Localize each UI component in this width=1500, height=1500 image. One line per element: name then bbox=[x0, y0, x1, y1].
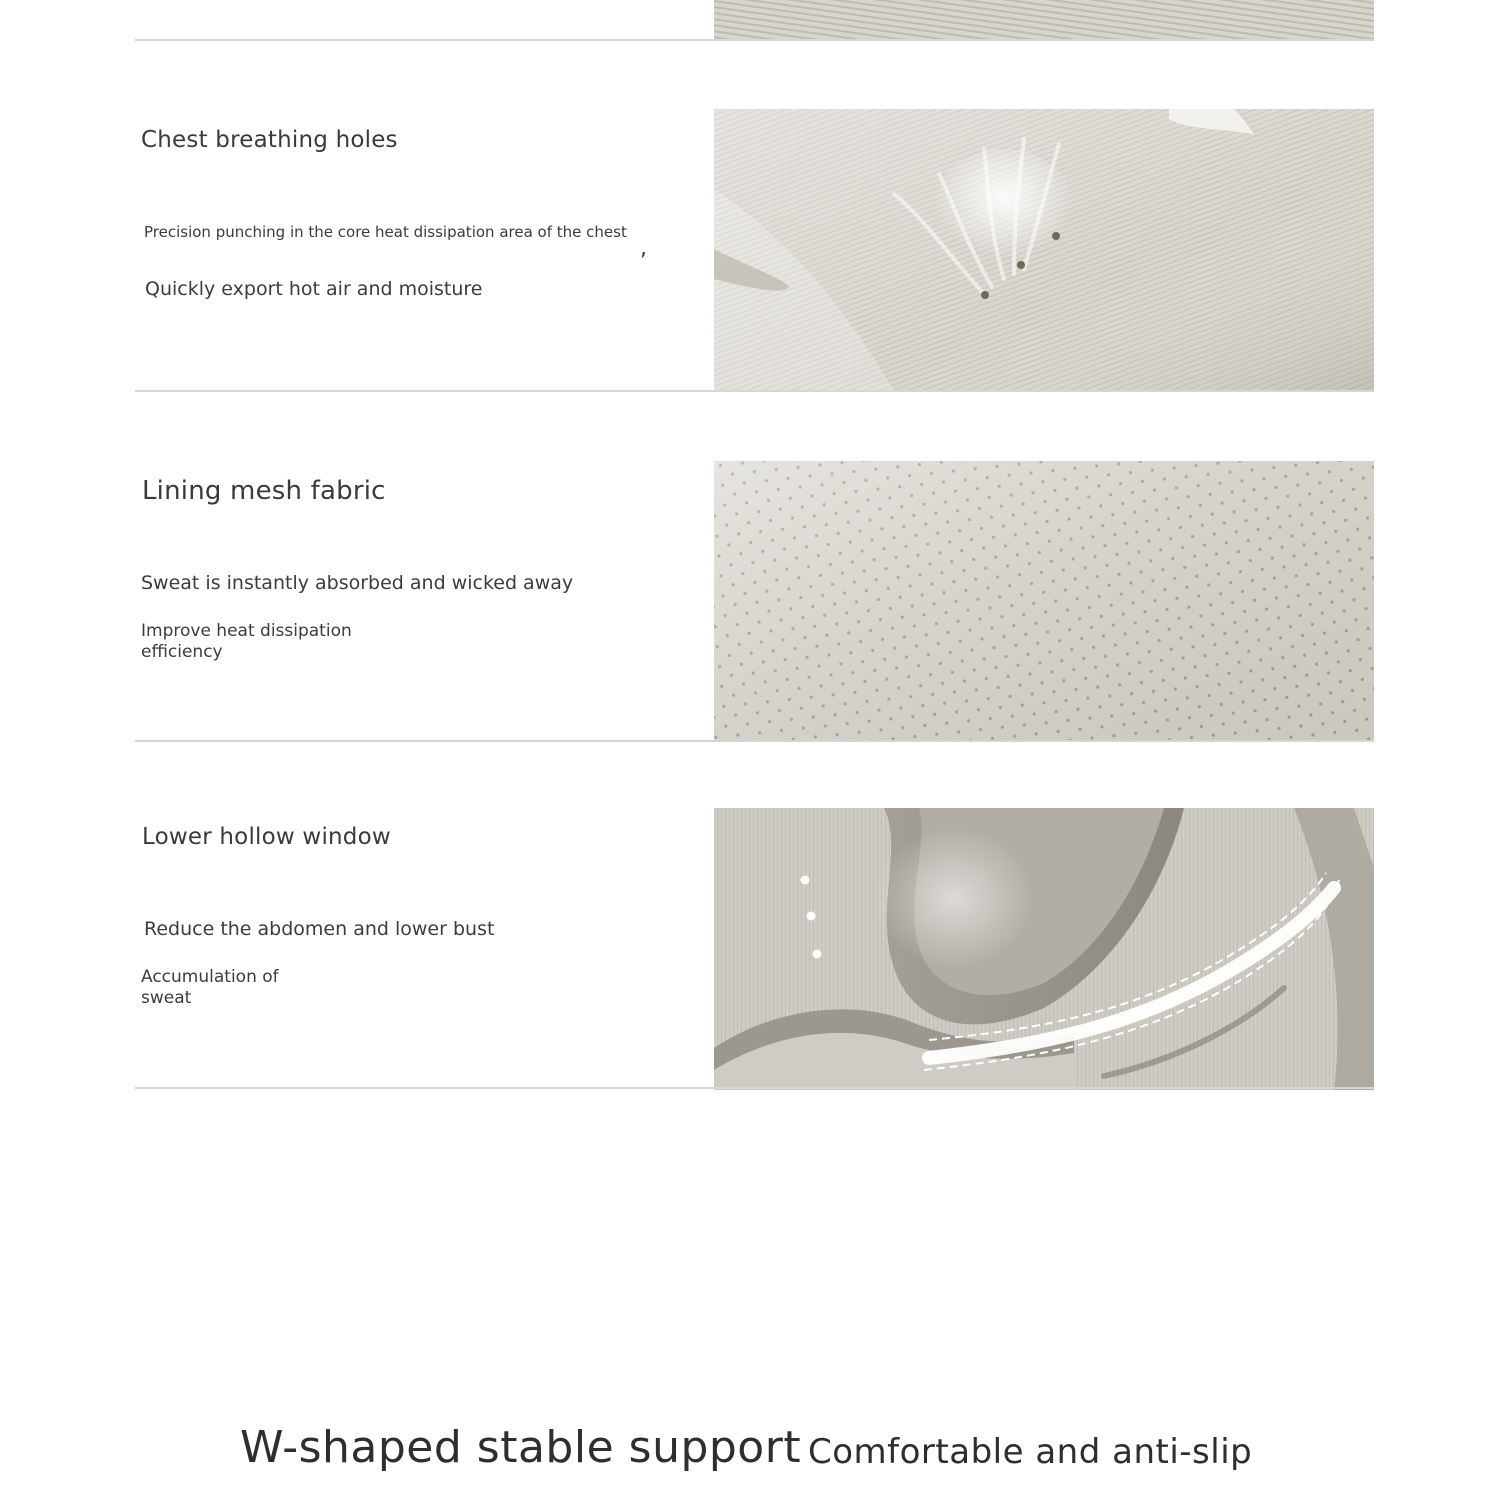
section-line-heat-dissipation: Improve heat dissipation efficiency bbox=[141, 621, 352, 662]
divider-2 bbox=[135, 390, 1374, 392]
fabric-photo-top bbox=[714, 0, 1374, 40]
hollow-window-photo bbox=[714, 808, 1374, 1090]
section-line-sweat-absorbed: Sweat is instantly absorbed and wicked away bbox=[141, 572, 574, 594]
chest-holes-photo bbox=[714, 109, 1374, 391]
section-line-export-hot-air: Quickly export hot air and moisture bbox=[145, 278, 483, 300]
subheading-comfortable-anti-slip: Comfortable and anti-slip bbox=[808, 1432, 1253, 1472]
section-title-lining-mesh-fabric: Lining mesh fabric bbox=[142, 476, 386, 506]
divider-3 bbox=[135, 740, 1374, 742]
mesh-fabric-photo bbox=[714, 461, 1374, 742]
heading-w-shaped-support: W-shaped stable support bbox=[240, 1422, 802, 1473]
section-title-chest-breathing-holes: Chest breathing holes bbox=[141, 127, 398, 153]
section-line-accumulation-sweat: Accumulation of sweat bbox=[141, 967, 279, 1008]
section-punctuation: , bbox=[640, 236, 647, 261]
divider-4 bbox=[135, 1087, 1374, 1089]
section-title-lower-hollow-window: Lower hollow window bbox=[142, 824, 391, 850]
section-line-precision-punching: Precision punching in the core heat dissipation area of the chest bbox=[144, 223, 627, 241]
section-line-reduce-abdomen: Reduce the abdomen and lower bust bbox=[144, 918, 495, 940]
divider-1 bbox=[135, 39, 1374, 41]
